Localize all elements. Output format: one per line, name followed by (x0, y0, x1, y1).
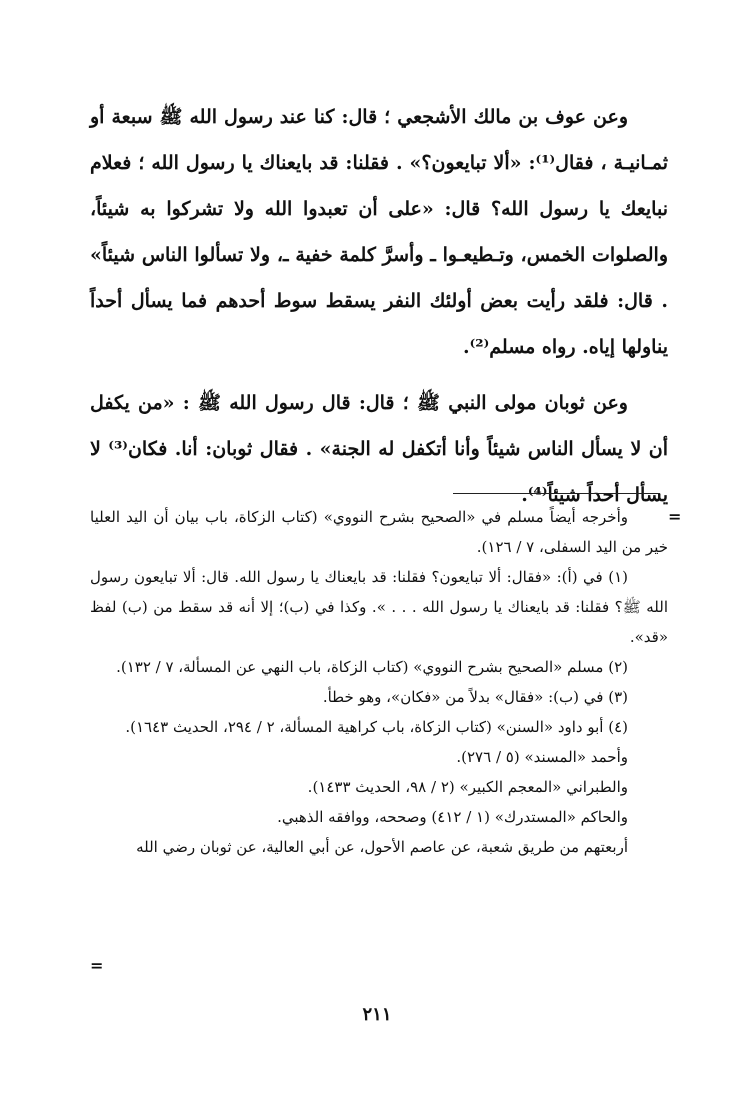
footnote-4-ahmad: وأحمد «المسند» (٥ / ٢٧٦). (456, 748, 628, 766)
footnotes (90, 502, 668, 862)
footnote-4-hakim: والحاكم «المستدرك» (١ / ٤١٢) وصححه، ووافقه الذهبي. (277, 808, 628, 826)
main-text (90, 94, 668, 518)
footnote-4-tabarani: والطبراني «المعجم الكبير» (٢ / ٩٨، الحديث ١٤٣٣). (307, 778, 628, 796)
footnote-3: (٣) في (ب): «فقال» بدلاً من «فكان»، وهو خطأ. (322, 688, 628, 706)
hadith-paragraph-thawban: وعن ثوبان مولى النبي ﷺ ؛ قال: قال رسول الله ﷺ : «من يكفل أن لا يسأل الناس شيئاً وأنا أتكفل له الجنة» . فقال ثوبان: أنا. فكان⁽³⁾ لا يسأل أحداً شيئاً⁽⁴⁾. (90, 392, 668, 506)
footnote-2: (٢) مسلم «الصحيح بشرح النووي» (كتاب الزكاة، باب النهي عن المسألة، ٧ / ١٣٢). (116, 658, 628, 676)
footnote-4: (٤) أبو داود «السنن» (كتاب الزكاة، باب كراهية المسألة، ٢ / ٢٩٤، الحديث ١٦٤٣). (125, 718, 628, 736)
footnote-4-chain: أربعتهم من طريق شعبة، عن عاصم الأحول، عن أبي العالية، عن ثوبان رضي الله (136, 838, 628, 856)
footnote-1: (١) في (أ): «فقال: ألا تبايعون؟ فقلنا: قد بايعناك يا رسول الله. قال: ألا تبايعون رسول الله ﷺ؟ فقلنا: قد بايعناك يا رسول الله . . . ». وكذا في (ب)؛ إلا أنه قد سقط من (ب) لفظ «قد». (90, 568, 668, 646)
footnote-continuation: وأخرجه أيضاً مسلم في «الصحيح بشرح النووي» (كتاب الزكاة، باب بيان أن اليد العليا خير من اليد السفلى، ٧ / ١٢٦). (90, 508, 668, 556)
hadith-paragraph-awf: وعن عوف بن مالك الأشجعي ؛ قال: كنا عند رسول الله ﷺ سبعة أو ثمـانيـة ، فقال⁽¹⁾: «ألا تبايعون؟» . فقلنا: قد بايعناك يا رسول الله ؛ فعلام نبايعك يا رسول الله؟ قال: «على أن تعبدوا الله ولا تشركوا به شيئاً، والصلوات الخمس، وتـطيعـوا ـ وأسرَّ كلمة خفية ـ، ولا تسألوا الناس شيئاً» . قال: فلقد رأيت بعض أولئك النفر يسقط سوط أحدهم فما يسأل أحداً يناولها إياه. رواه مسلم⁽²⁾. (90, 106, 668, 358)
page-number: ٢١١ (362, 1004, 392, 1025)
footnote-separator (453, 493, 660, 494)
end-continuation-mark: = (90, 956, 104, 975)
continuation-mark: = (668, 507, 682, 526)
